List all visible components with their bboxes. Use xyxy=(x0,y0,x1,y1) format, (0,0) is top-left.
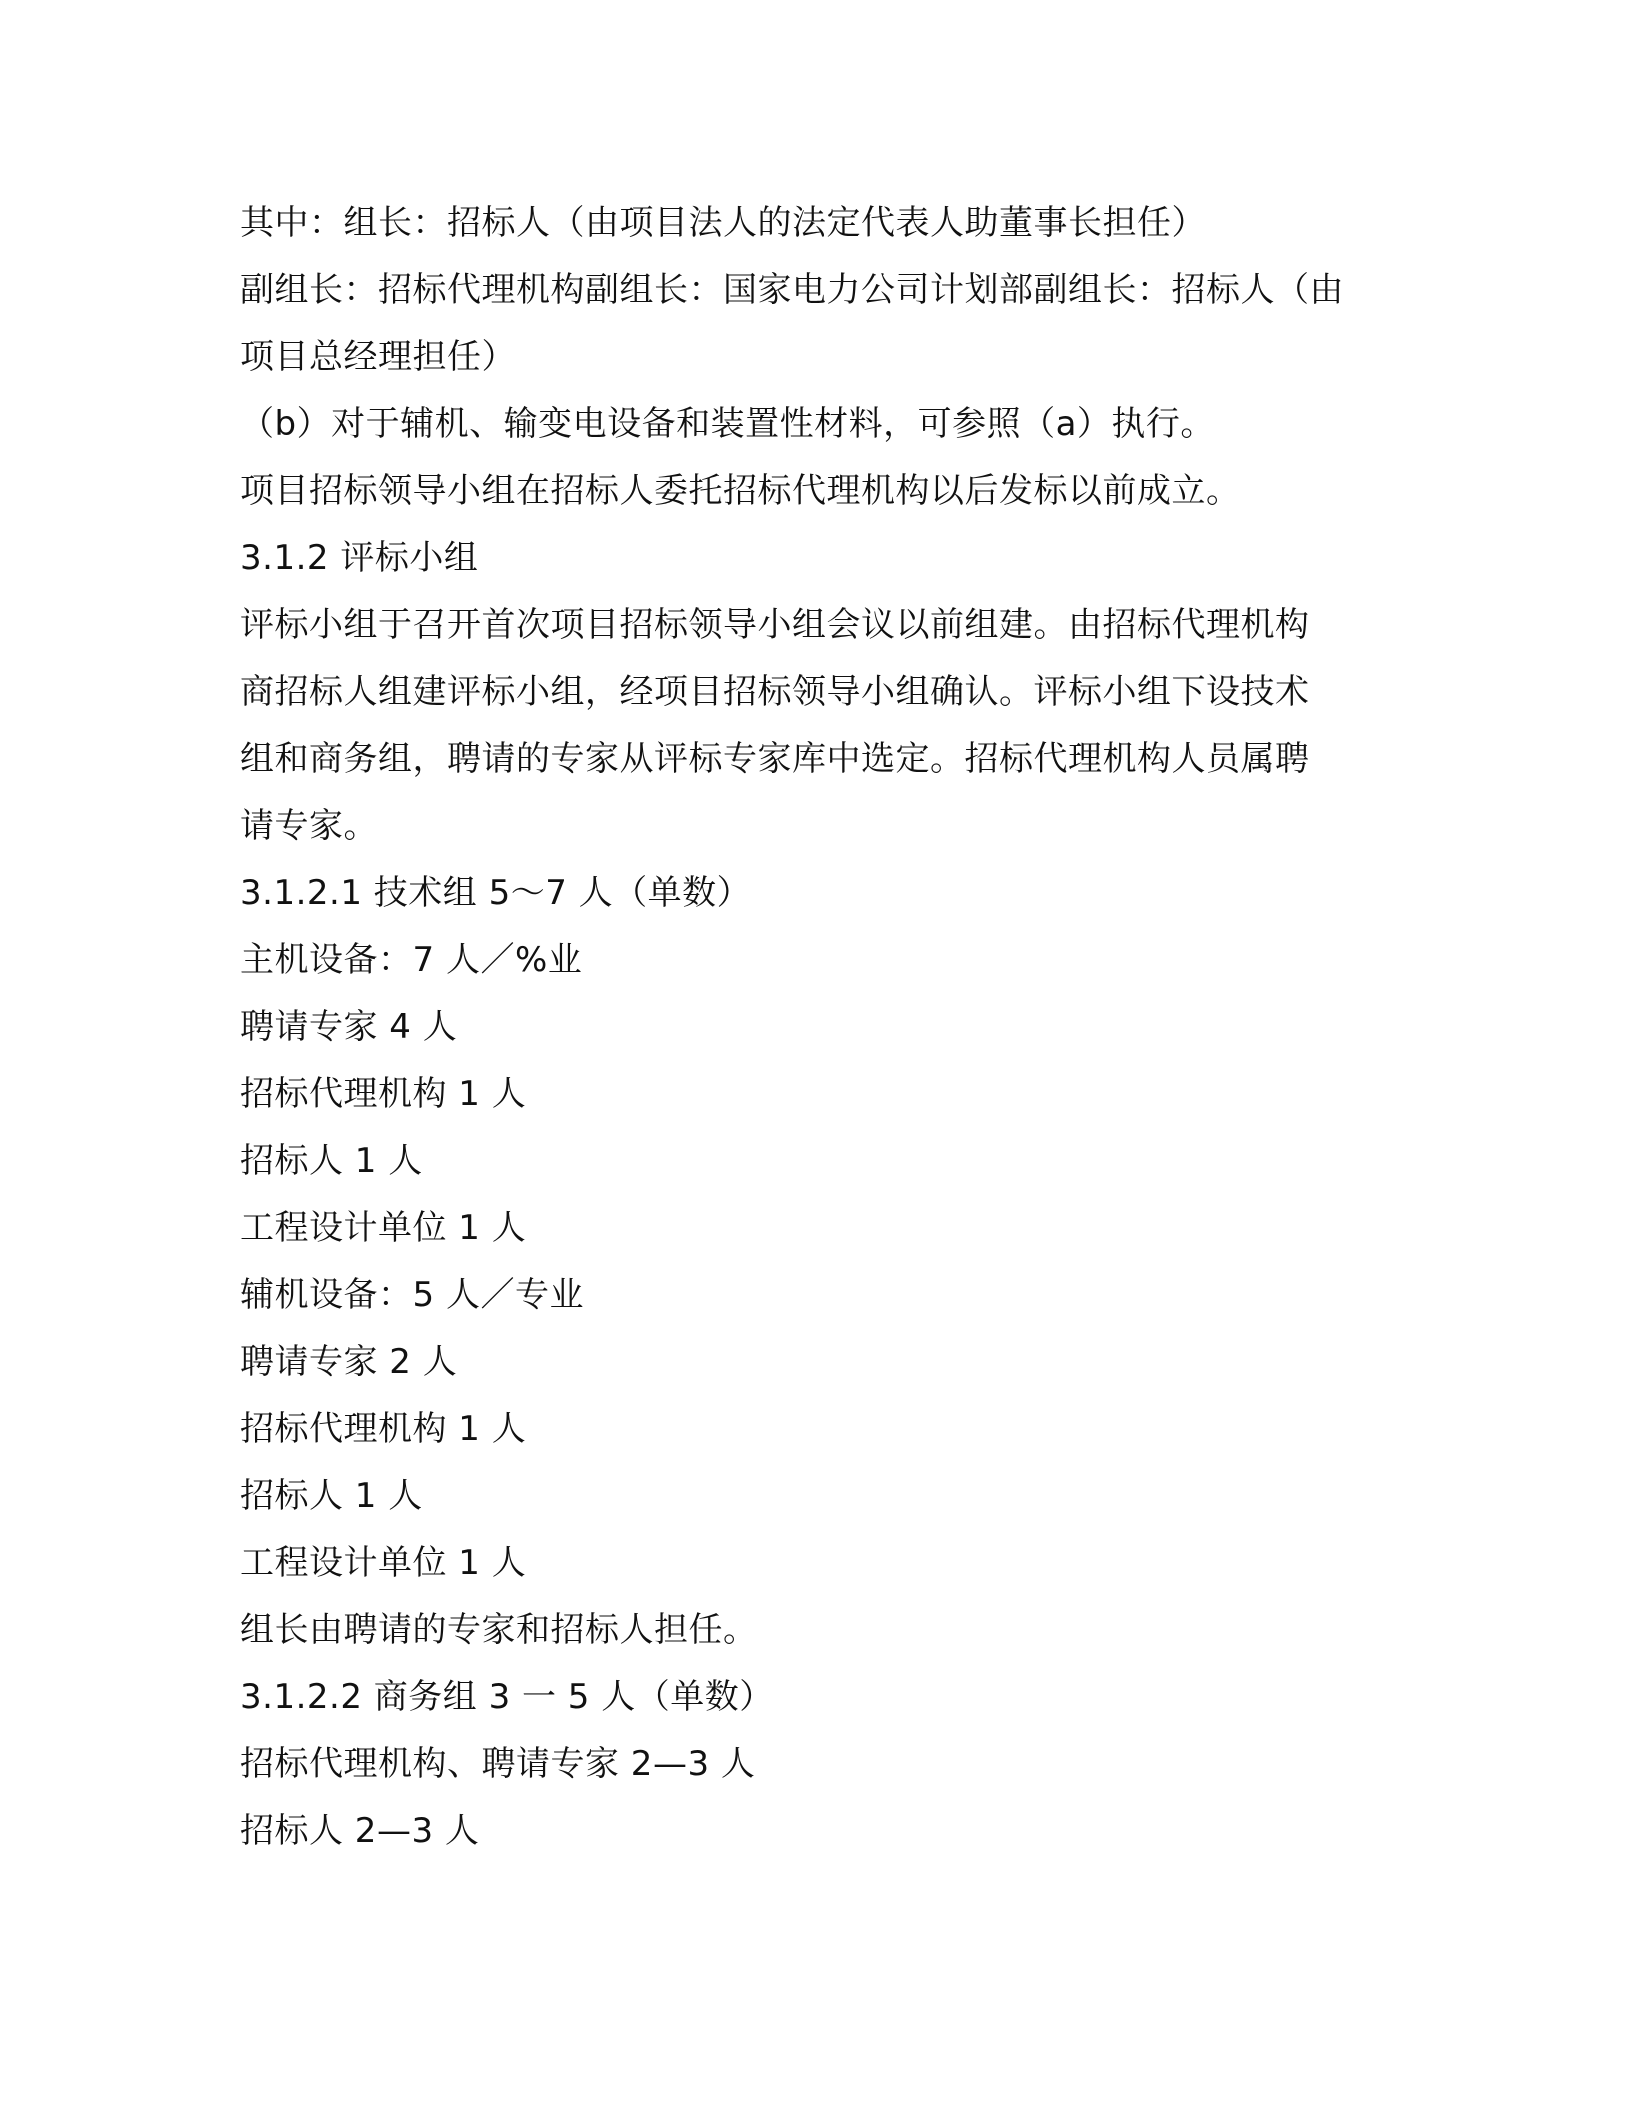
text-line: 工程设计单位 1 人 xyxy=(240,1208,527,1248)
section-heading: 3.1.2.2 商务组 3 一 5 人（单数） xyxy=(240,1677,774,1717)
text-line: 组和商务组，聘请的专家从评标专家库中选定。招标代理机构人员属聘 xyxy=(240,739,1310,779)
text-line: 其中：组长：招标人（由项目法人的法定代表人助董事长担任） xyxy=(240,203,1206,243)
text-line: （b）对于辅机、输变电设备和装置性材料，可参照（a）执行。 xyxy=(240,404,1215,444)
document-body xyxy=(240,190,1400,1865)
text-line: 招标代理机构、聘请专家 2—3 人 xyxy=(240,1744,756,1784)
text-line: 主机设备：7 人／%业 xyxy=(240,940,583,980)
text-line: 项目总经理担任） xyxy=(240,337,516,377)
text-line: 招标人 1 人 xyxy=(240,1476,423,1516)
text-line: 工程设计单位 1 人 xyxy=(240,1543,527,1583)
section-heading: 3.1.2.1 技术组 5～7 人（单数） xyxy=(240,873,752,913)
text-line: 请专家。 xyxy=(240,806,378,846)
text-line: 招标代理机构 1 人 xyxy=(240,1074,527,1114)
text-line: 评标小组于召开首次项目招标领导小组会议以前组建。由招标代理机构 xyxy=(240,605,1310,645)
text-line: 招标人 1 人 xyxy=(240,1141,423,1181)
text-line: 招标人 2—3 人 xyxy=(240,1811,480,1851)
text-line: 商招标人组建评标小组，经项目招标领导小组确认。评标小组下设技术 xyxy=(240,672,1310,712)
section-heading: 3.1.2 评标小组 xyxy=(240,538,479,578)
text-line: 组长由聘请的专家和招标人担任。 xyxy=(240,1610,758,1650)
text-line: 聘请专家 2 人 xyxy=(240,1342,458,1382)
text-line: 项目招标领导小组在招标人委托招标代理机构以后发标以前成立。 xyxy=(240,471,1241,511)
text-line: 副组长：招标代理机构副组长：国家电力公司计划部副组长：招标人（由 xyxy=(240,270,1344,310)
text-line: 辅机设备：5 人／专业 xyxy=(240,1275,584,1315)
text-line: 聘请专家 4 人 xyxy=(240,1007,458,1047)
text-line: 招标代理机构 1 人 xyxy=(240,1409,527,1449)
